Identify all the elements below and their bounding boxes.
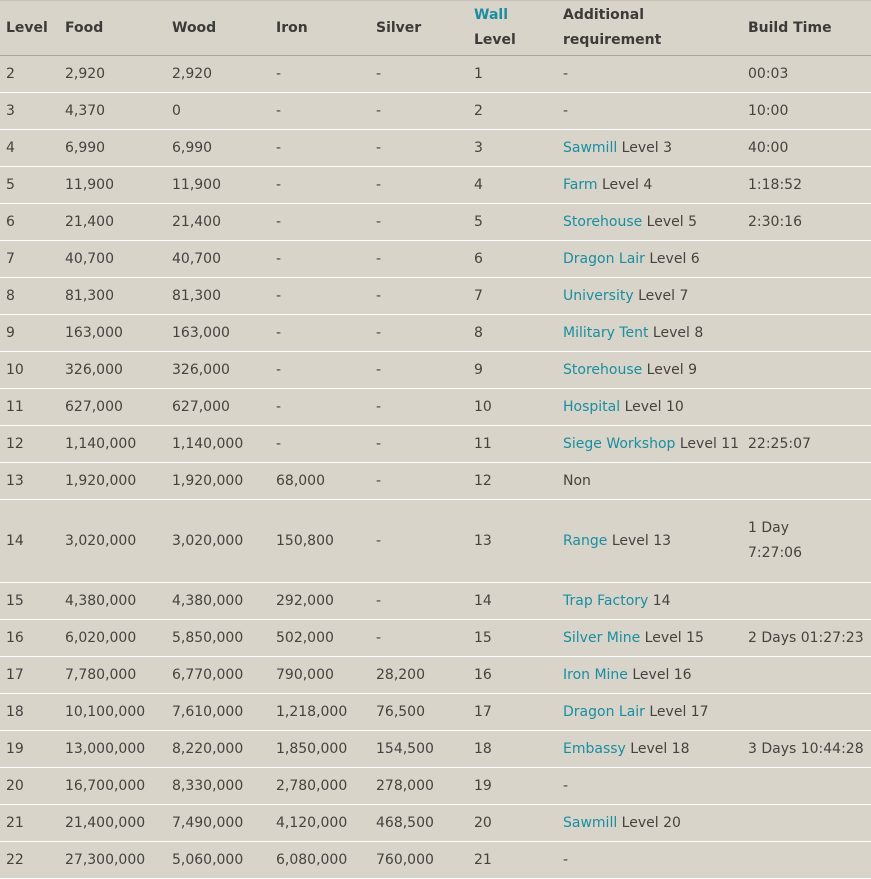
cell-wood: 40,700 — [166, 241, 270, 278]
cell-iron: 4,120,000 — [270, 805, 370, 842]
header-iron: Iron — [270, 1, 370, 56]
cell-requirement — [557, 315, 742, 352]
requirement-building-link[interactable]: Dragon Lair — [563, 250, 645, 267]
requirement-text: Level 3 — [617, 139, 672, 156]
cell-build-time — [742, 278, 871, 315]
requirement-text: Level 16 — [627, 666, 692, 683]
cell-requirement — [557, 241, 742, 278]
cell-food: 4,370 — [59, 93, 166, 130]
cell-silver: 278,000 — [370, 768, 468, 805]
cell-build-time — [742, 56, 871, 93]
cell-requirement — [557, 842, 742, 879]
cell-requirement — [557, 278, 742, 315]
cell-level: 22 — [0, 842, 59, 879]
cell-food: 4,380,000 — [59, 583, 166, 620]
cell-iron: 292,000 — [270, 583, 370, 620]
cell-wall-level: 20 — [468, 805, 557, 842]
requirement-building-link[interactable]: Farm — [563, 176, 598, 193]
cell-wood: 5,060,000 — [166, 842, 270, 879]
cell-iron: 68,000 — [270, 463, 370, 500]
cell-requirement — [557, 657, 742, 694]
table-row — [0, 130, 871, 167]
cell-wall-level: 15 — [468, 620, 557, 657]
cell-wood: 8,330,000 — [166, 768, 270, 805]
cell-iron: 150,800 — [270, 500, 370, 583]
header-wall-level — [468, 1, 557, 56]
cell-requirement — [557, 731, 742, 768]
header-req-line1: Additional — [563, 7, 644, 23]
requirement-building-link[interactable]: Dragon Lair — [563, 703, 645, 720]
cell-silver: 154,500 — [370, 731, 468, 768]
cell-requirement — [557, 389, 742, 426]
requirement-text: Level 18 — [625, 740, 690, 757]
cell-silver: - — [370, 315, 468, 352]
cell-build-time — [742, 130, 871, 167]
cell-wood: 1,140,000 — [166, 426, 270, 463]
build-time-line1: 00:03 — [748, 65, 789, 82]
cell-food: 81,300 — [59, 278, 166, 315]
table-row — [0, 583, 871, 620]
cell-wood: 6,770,000 — [166, 657, 270, 694]
cell-build-time — [742, 620, 871, 657]
requirement-text: Level 10 — [620, 398, 684, 415]
cell-build-time — [742, 731, 871, 768]
cell-food: 11,900 — [59, 167, 166, 204]
cell-level: 8 — [0, 278, 59, 315]
cell-iron: - — [270, 352, 370, 389]
cell-silver: - — [370, 352, 468, 389]
requirement-text: - — [563, 102, 569, 119]
cell-level: 18 — [0, 694, 59, 731]
build-time-line1: 40:00 — [748, 139, 789, 156]
cell-silver: - — [370, 93, 468, 130]
cell-level: 3 — [0, 93, 59, 130]
cell-silver: - — [370, 463, 468, 500]
cell-wood: 7,490,000 — [166, 805, 270, 842]
build-time-line1: 1 Day — [748, 520, 790, 536]
cell-requirement — [557, 352, 742, 389]
table-row — [0, 426, 871, 463]
cell-level: 12 — [0, 426, 59, 463]
header-wood: Wood — [166, 1, 270, 56]
cell-requirement — [557, 426, 742, 463]
header-additional-requirement — [557, 1, 742, 56]
cell-requirement — [557, 93, 742, 130]
requirement-building-link[interactable]: Range — [563, 532, 608, 549]
cell-build-time — [742, 315, 871, 352]
table-row — [0, 167, 871, 204]
cell-requirement — [557, 56, 742, 93]
requirement-building-link[interactable]: Sawmill — [563, 139, 618, 156]
requirement-text: Non — [563, 472, 591, 489]
cell-silver: - — [370, 426, 468, 463]
cell-wall-level: 12 — [468, 463, 557, 500]
table-row — [0, 204, 871, 241]
build-time-line1: 10:00 — [748, 102, 789, 119]
requirement-building-link[interactable]: Embassy — [563, 740, 626, 757]
cell-silver: - — [370, 500, 468, 583]
cell-wood: 627,000 — [166, 389, 270, 426]
requirement-text: Level 6 — [644, 250, 700, 267]
cell-iron: - — [270, 130, 370, 167]
cell-iron: - — [270, 315, 370, 352]
table-row — [0, 463, 871, 500]
table-row — [0, 241, 871, 278]
requirement-text: Level 7 — [633, 287, 689, 304]
cell-level: 14 — [0, 500, 59, 583]
cell-food: 7,780,000 — [59, 657, 166, 694]
cell-wall-level: 17 — [468, 694, 557, 731]
cell-build-time — [742, 241, 871, 278]
table-row — [0, 842, 871, 879]
cell-wood: 5,850,000 — [166, 620, 270, 657]
cell-wall-level: 19 — [468, 768, 557, 805]
cell-wood: 7,610,000 — [166, 694, 270, 731]
requirement-building-link[interactable]: Sawmill — [563, 814, 618, 831]
requirement-text: - — [563, 851, 569, 868]
cell-wall-level: 4 — [468, 167, 557, 204]
cell-level: 17 — [0, 657, 59, 694]
cell-level: 20 — [0, 768, 59, 805]
cell-food: 326,000 — [59, 352, 166, 389]
cell-silver: - — [370, 167, 468, 204]
cell-iron: - — [270, 93, 370, 130]
header-build-time: Build Time — [742, 1, 871, 56]
requirement-building-link[interactable]: Siege Workshop — [563, 435, 676, 452]
build-time-line1: 2:30:16 — [748, 213, 802, 230]
cell-wall-level: 9 — [468, 352, 557, 389]
cell-wall-level: 14 — [468, 583, 557, 620]
requirement-text: Level 13 — [607, 532, 672, 549]
cell-iron: - — [270, 167, 370, 204]
cell-requirement — [557, 805, 742, 842]
cell-build-time — [742, 805, 871, 842]
cell-build-time — [742, 204, 871, 241]
requirement-building-link[interactable]: Hospital — [563, 398, 621, 415]
cell-silver: - — [370, 56, 468, 93]
header-wall-line2: Level — [474, 32, 516, 48]
cell-requirement — [557, 620, 742, 657]
cell-food: 40,700 — [59, 241, 166, 278]
cell-wall-level: 1 — [468, 56, 557, 93]
requirement-building-link[interactable]: University — [563, 287, 634, 304]
header-food: Food — [59, 1, 166, 56]
cell-requirement — [557, 694, 742, 731]
cell-wall-level: 16 — [468, 657, 557, 694]
cell-wood: 326,000 — [166, 352, 270, 389]
cell-wall-level: 10 — [468, 389, 557, 426]
cell-level: 10 — [0, 352, 59, 389]
cell-iron: 502,000 — [270, 620, 370, 657]
cell-level: 9 — [0, 315, 59, 352]
cell-wood: 81,300 — [166, 278, 270, 315]
cell-food: 6,020,000 — [59, 620, 166, 657]
table-row — [0, 694, 871, 731]
header-level: Level — [0, 1, 59, 56]
cell-wall-level: 6 — [468, 241, 557, 278]
cell-wood: 4,380,000 — [166, 583, 270, 620]
requirement-text: 14 — [648, 592, 671, 609]
cell-wood: 3,020,000 — [166, 500, 270, 583]
requirement-building-link[interactable]: Military Tent — [563, 324, 649, 341]
cell-requirement — [557, 167, 742, 204]
cell-food: 13,000,000 — [59, 731, 166, 768]
cell-silver: 760,000 — [370, 842, 468, 879]
cell-wood: 8,220,000 — [166, 731, 270, 768]
cell-iron: 6,080,000 — [270, 842, 370, 879]
cell-iron: - — [270, 389, 370, 426]
requirement-building-link[interactable]: Storehouse — [563, 213, 643, 230]
table-row — [0, 315, 871, 352]
cell-wall-level: 18 — [468, 731, 557, 768]
build-time-line2: 7:27:06 — [748, 545, 802, 561]
cell-iron: - — [270, 241, 370, 278]
cell-level: 13 — [0, 463, 59, 500]
cell-food: 163,000 — [59, 315, 166, 352]
cell-food: 627,000 — [59, 389, 166, 426]
cell-build-time — [742, 389, 871, 426]
cell-requirement — [557, 204, 742, 241]
cell-requirement — [557, 130, 742, 167]
cell-level: 4 — [0, 130, 59, 167]
header-wall-link[interactable]: Wall — [474, 7, 508, 23]
cell-silver: - — [370, 583, 468, 620]
table-row — [0, 657, 871, 694]
cell-wood: 2,920 — [166, 56, 270, 93]
cell-wood: 1,920,000 — [166, 463, 270, 500]
requirement-text: Level 11 — [675, 435, 740, 452]
cell-wall-level: 7 — [468, 278, 557, 315]
cell-build-time — [742, 500, 871, 583]
cell-iron: 1,218,000 — [270, 694, 370, 731]
cell-level: 19 — [0, 731, 59, 768]
cell-level: 7 — [0, 241, 59, 278]
table-row — [0, 805, 871, 842]
cell-food: 21,400,000 — [59, 805, 166, 842]
requirement-text: Level 8 — [648, 324, 704, 341]
cell-level: 5 — [0, 167, 59, 204]
header-row — [0, 1, 871, 56]
requirement-building-link[interactable]: Storehouse — [563, 361, 643, 378]
cell-requirement — [557, 583, 742, 620]
requirement-text: Level 20 — [617, 814, 681, 831]
table-row — [0, 389, 871, 426]
cell-requirement — [557, 463, 742, 500]
cell-build-time — [742, 426, 871, 463]
table-row — [0, 620, 871, 657]
cell-silver: - — [370, 241, 468, 278]
cell-wood: 163,000 — [166, 315, 270, 352]
cell-silver: - — [370, 278, 468, 315]
cell-wall-level: 5 — [468, 204, 557, 241]
cell-iron: 790,000 — [270, 657, 370, 694]
cell-build-time — [742, 463, 871, 500]
cell-wall-level: 21 — [468, 842, 557, 879]
cell-wall-level: 3 — [468, 130, 557, 167]
cell-silver: 468,500 — [370, 805, 468, 842]
cell-wood: 6,990 — [166, 130, 270, 167]
table-row — [0, 93, 871, 130]
cell-build-time — [742, 768, 871, 805]
cell-food: 1,920,000 — [59, 463, 166, 500]
table-row — [0, 500, 871, 583]
table-row — [0, 56, 871, 93]
cell-iron: 1,850,000 — [270, 731, 370, 768]
table-row — [0, 768, 871, 805]
table-row — [0, 278, 871, 315]
cell-silver: - — [370, 620, 468, 657]
cell-food: 16,700,000 — [59, 768, 166, 805]
requirement-text: Level 17 — [644, 703, 709, 720]
cell-build-time — [742, 657, 871, 694]
cell-iron: - — [270, 56, 370, 93]
cell-silver: - — [370, 204, 468, 241]
requirement-text: Level 4 — [597, 176, 653, 193]
cell-iron: - — [270, 426, 370, 463]
requirement-building-link[interactable]: Iron Mine — [563, 666, 628, 683]
cell-iron: 2,780,000 — [270, 768, 370, 805]
cell-wall-level: 13 — [468, 500, 557, 583]
cell-wood: 21,400 — [166, 204, 270, 241]
table-row — [0, 731, 871, 768]
cell-build-time — [742, 352, 871, 389]
cell-level: 2 — [0, 56, 59, 93]
cell-iron: - — [270, 204, 370, 241]
requirement-text: Level 15 — [640, 629, 704, 646]
cell-wall-level: 11 — [468, 426, 557, 463]
build-time-line1: 2 Days 01:27:23 — [748, 629, 864, 646]
build-time-line1: 3 Days 10:44:28 — [748, 740, 864, 757]
cell-level: 15 — [0, 583, 59, 620]
cell-build-time — [742, 583, 871, 620]
requirement-text: Level 5 — [642, 213, 697, 230]
cell-food: 2,920 — [59, 56, 166, 93]
cell-silver: - — [370, 389, 468, 426]
requirement-building-link[interactable]: Silver Mine — [563, 629, 641, 646]
cell-requirement — [557, 768, 742, 805]
cell-level: 16 — [0, 620, 59, 657]
requirement-text: - — [563, 65, 569, 82]
requirement-building-link[interactable]: Trap Factory — [563, 592, 649, 609]
requirement-text: - — [563, 777, 569, 794]
requirement-text: Level 9 — [642, 361, 697, 378]
cell-wood: 11,900 — [166, 167, 270, 204]
cell-build-time — [742, 842, 871, 879]
cell-silver: - — [370, 130, 468, 167]
cell-food: 27,300,000 — [59, 842, 166, 879]
header-req-line2: requirement — [563, 32, 662, 48]
table-row — [0, 352, 871, 389]
cell-build-time — [742, 93, 871, 130]
cell-level: 11 — [0, 389, 59, 426]
cell-requirement — [557, 500, 742, 583]
cell-food: 6,990 — [59, 130, 166, 167]
cell-food: 1,140,000 — [59, 426, 166, 463]
cell-level: 21 — [0, 805, 59, 842]
cell-wall-level: 2 — [468, 93, 557, 130]
cell-silver: 76,500 — [370, 694, 468, 731]
table-body — [0, 56, 871, 879]
table-header — [0, 1, 871, 56]
cell-wood: 0 — [166, 93, 270, 130]
header-silver: Silver — [370, 1, 468, 56]
cell-iron: - — [270, 278, 370, 315]
cell-food: 10,100,000 — [59, 694, 166, 731]
cell-build-time — [742, 167, 871, 204]
build-time-line1: 1:18:52 — [748, 176, 802, 193]
cell-food: 3,020,000 — [59, 500, 166, 583]
cell-food: 21,400 — [59, 204, 166, 241]
cell-level: 6 — [0, 204, 59, 241]
cell-wall-level: 8 — [468, 315, 557, 352]
cell-silver: 28,200 — [370, 657, 468, 694]
build-time-line1: 22:25:07 — [748, 435, 811, 452]
cell-build-time — [742, 694, 871, 731]
